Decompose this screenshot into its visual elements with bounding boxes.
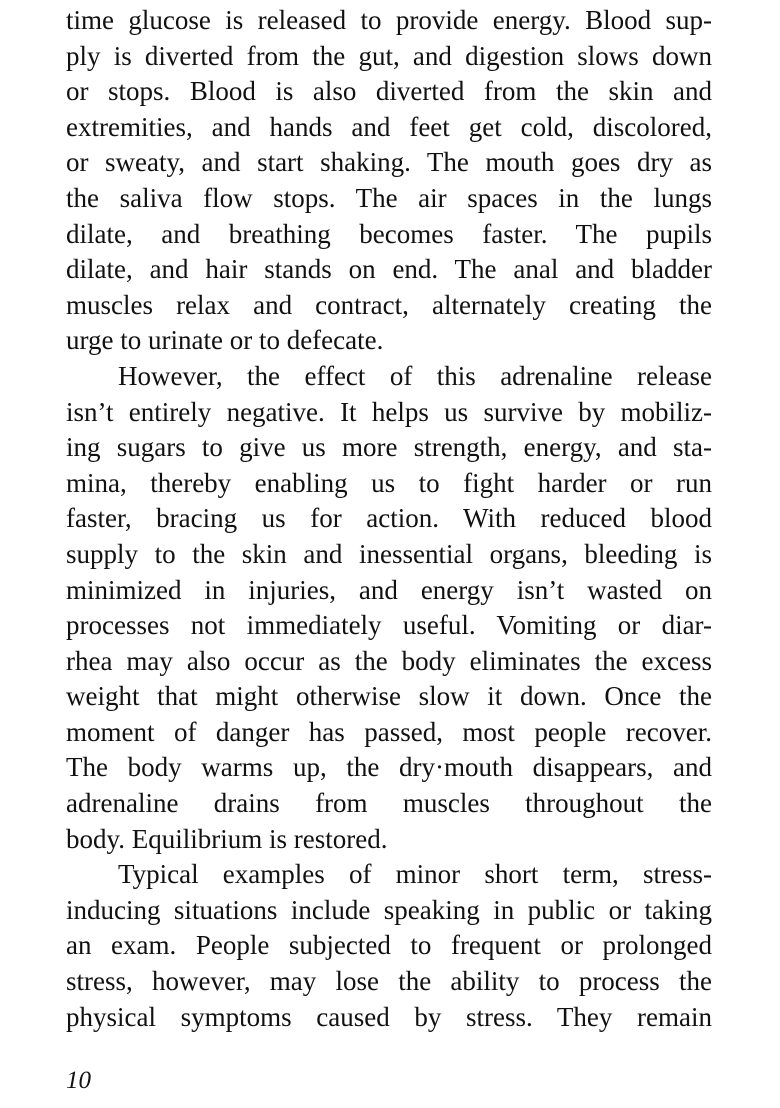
- book-page: [66, 0, 712, 1108]
- text-line: adrenaline drains from muscles throughout the: [66, 788, 712, 819]
- paragraph-first-line: However, the effect of this adrenaline release: [118, 360, 712, 391]
- text-line: ply is diverted from the gut, and digestion slows down: [66, 40, 712, 71]
- text-line: processes not immediately useful. Vomiting or diar-: [66, 610, 712, 641]
- page-number: 10: [66, 1067, 91, 1094]
- text-line: ing sugars to give us more strength, energy, and sta-: [66, 432, 712, 463]
- text-line: time glucose is released to provide energy. Blood sup-: [66, 5, 712, 35]
- text-line: body. Equilibrium is restored.: [66, 823, 388, 854]
- text-line: faster, bracing us for action. With reduced blood: [66, 503, 712, 534]
- text-line: moment of danger has passed, most people recover.: [66, 716, 712, 747]
- text-line: an exam. People subjected to frequent or prolonged: [66, 930, 712, 961]
- text-line: supply to the skin and inessential organs, bleeding is: [66, 538, 712, 569]
- text-line: dilate, and hair stands on end. The anal and bladder: [66, 254, 712, 285]
- text-line: rhea may also occur as the body eliminates the excess: [66, 645, 712, 676]
- text-line: or sweaty, and start shaking. The mouth goes dry as: [66, 147, 712, 178]
- text-line: isn’t entirely negative. It helps us survive by mobiliz-: [66, 396, 712, 427]
- body-text: [66, 3, 712, 1035]
- text-line: extremities, and hands and feet get cold, discolored,: [66, 111, 712, 142]
- text-line: the saliva flow stops. The air spaces in the lungs: [66, 182, 712, 213]
- text-line: dilate, and breathing becomes faster. The pupils: [66, 218, 712, 249]
- text-line: muscles relax and contract, alternately creating the: [66, 289, 712, 320]
- paragraph-first-line: Typical examples of minor short term, stress-: [118, 859, 712, 890]
- text-line: urge to urinate or to defecate.: [66, 325, 384, 356]
- text-line: stress, however, may lose the ability to process the: [66, 966, 712, 997]
- text-line: physical symptoms caused by stress. They remain: [66, 1001, 712, 1032]
- text-line: The body warms up, the dry·mouth disappears, and: [66, 752, 712, 783]
- text-line: mina, thereby enabling us to fight harder or run: [66, 467, 712, 498]
- text-line: inducing situations include speaking in public or taking: [66, 894, 712, 925]
- text-line: weight that might otherwise slow it down. Once the: [66, 681, 712, 712]
- text-line: minimized in injuries, and energy isn’t wasted on: [66, 574, 712, 605]
- text-line: or stops. Blood is also diverted from the skin and: [66, 76, 712, 107]
